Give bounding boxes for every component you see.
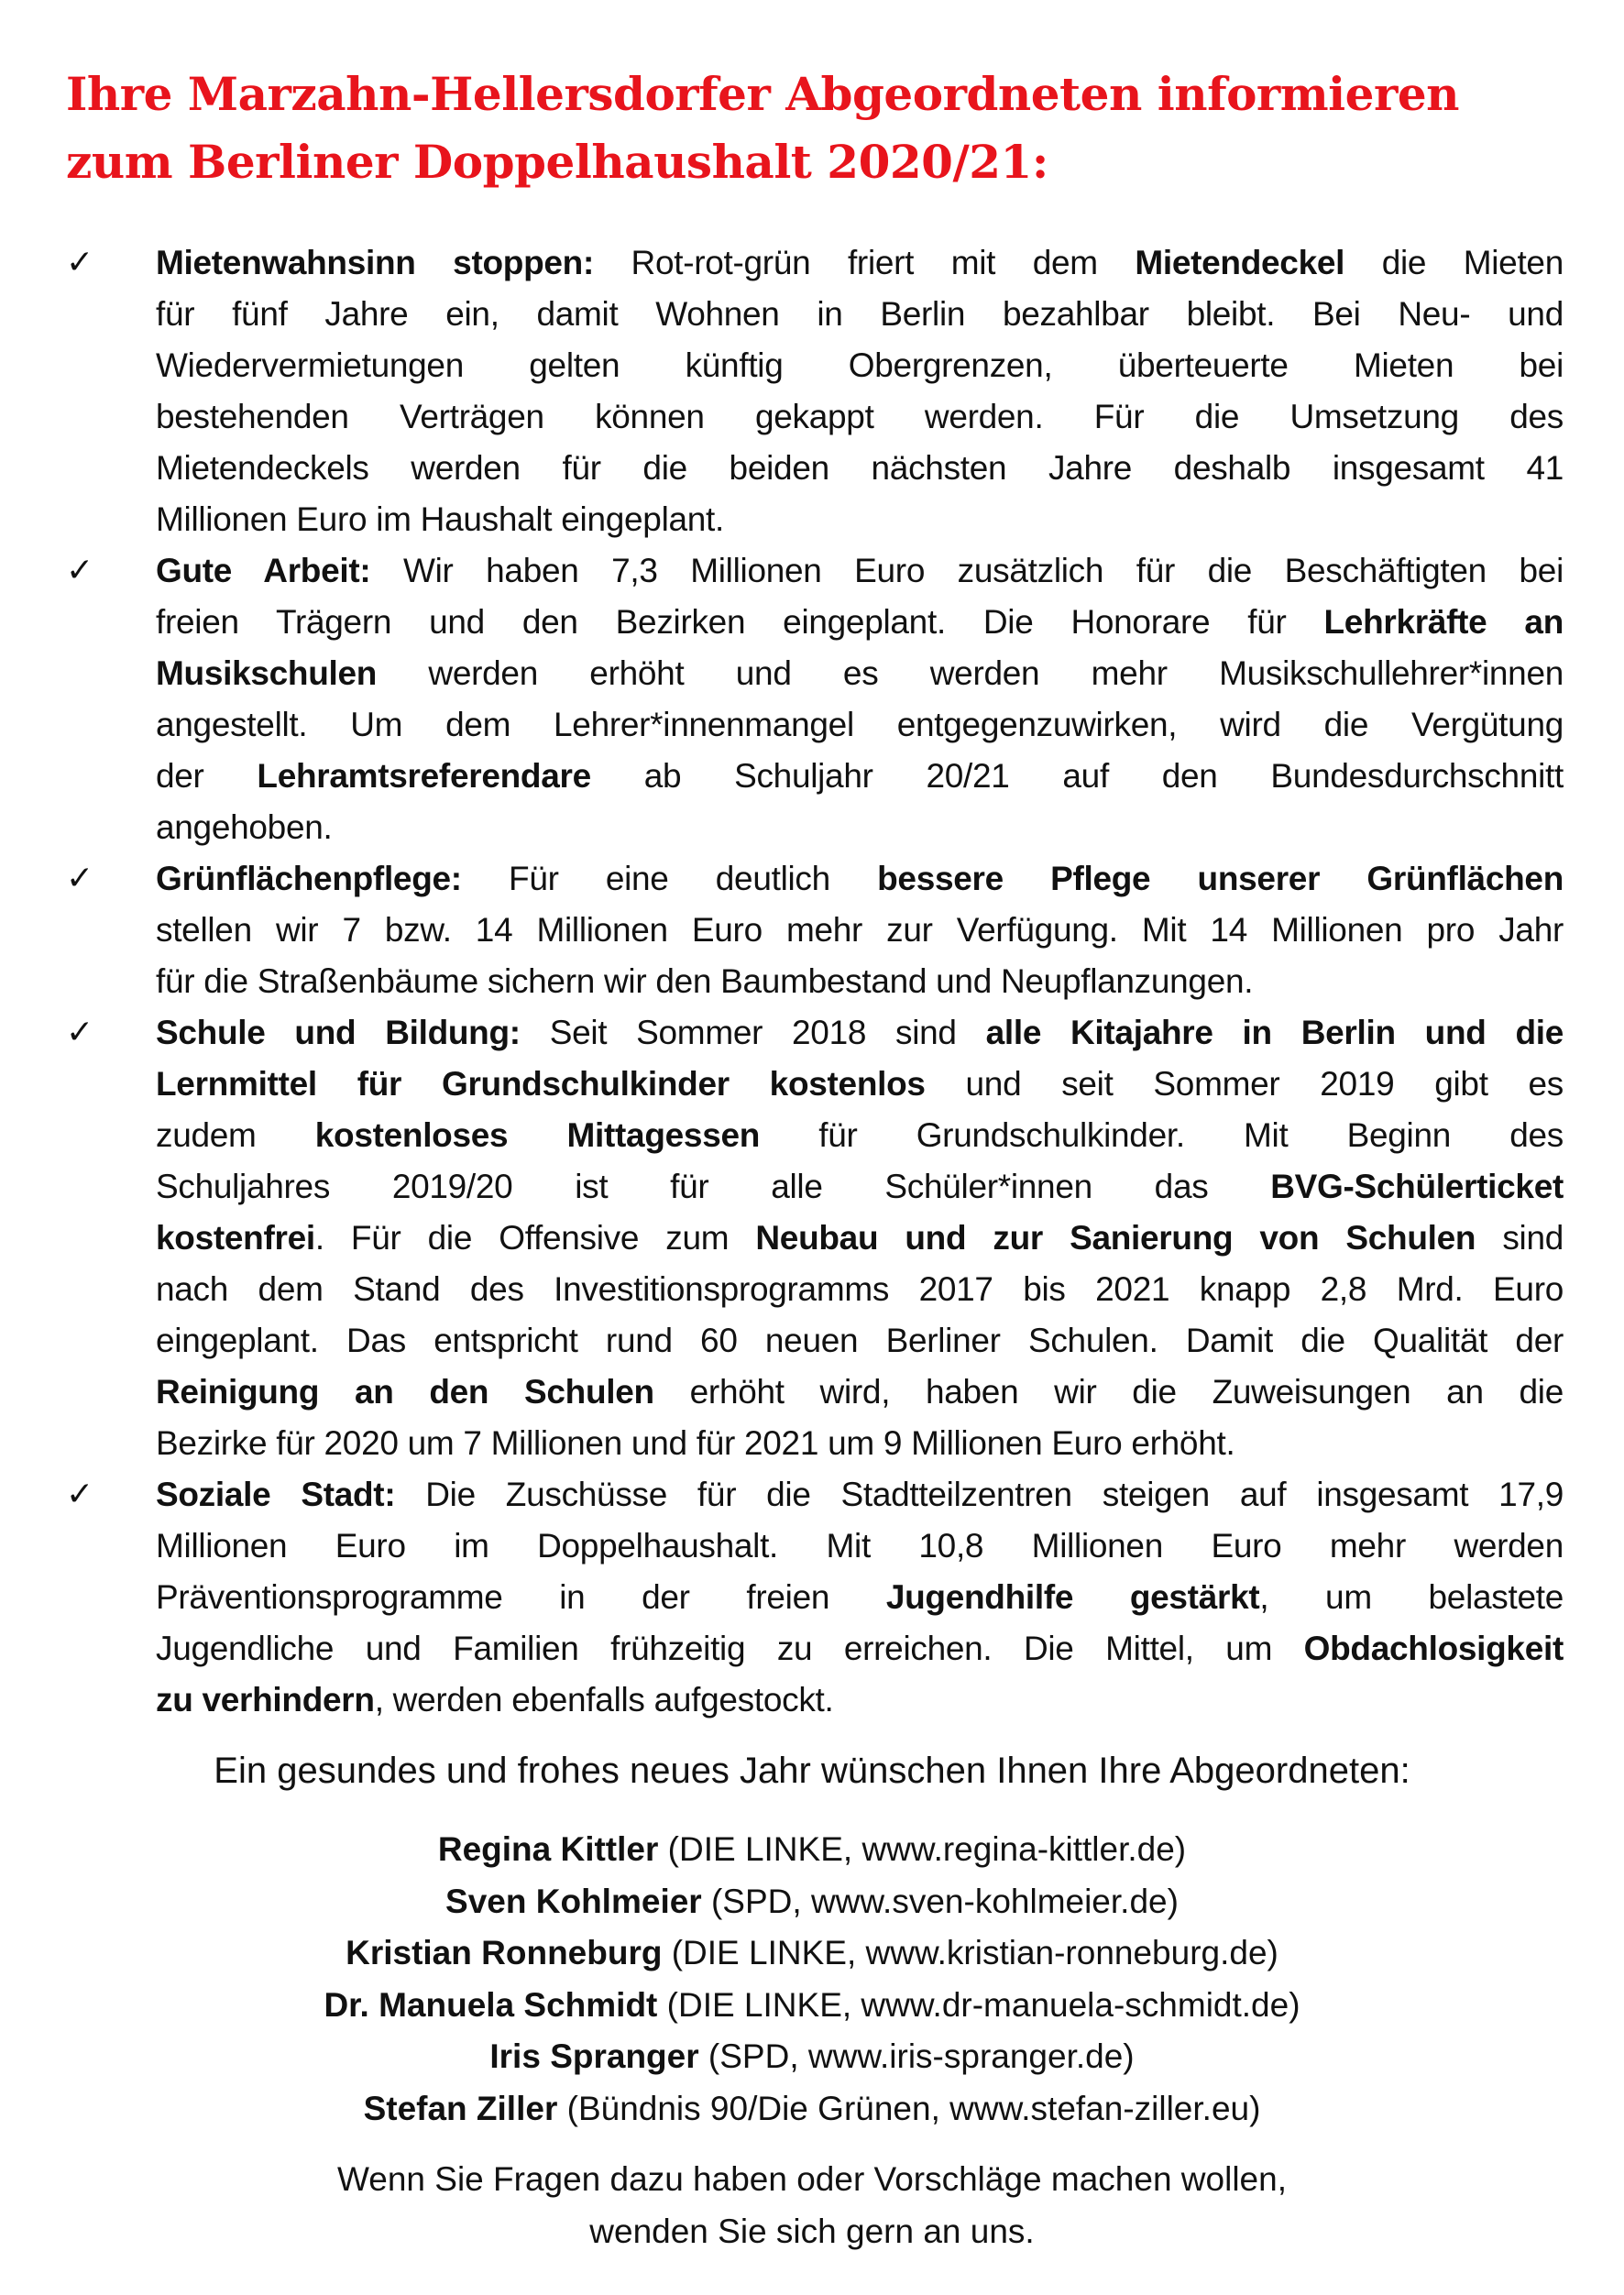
text: stellen wir 7 bzw. 14 Millionen Euro mehr zur Verfügung. Mit 14 Millionen pro Jahr <box>156 911 1564 949</box>
bullet-text-line <box>156 1521 1564 1572</box>
bullet-text-line <box>156 545 1564 597</box>
bold-text: Soziale Stadt: <box>156 1476 396 1513</box>
text: für Grundschulkinder. Mit Beginn des <box>760 1116 1564 1154</box>
checkmark-icon: ✓ <box>66 860 94 897</box>
bullet-text-line <box>156 751 1564 802</box>
bullet-list <box>0 237 1624 1726</box>
bullet-text-line <box>156 391 1564 443</box>
bold-text: Obdachlosigkeit <box>1303 1630 1564 1667</box>
representative <box>0 2083 1624 2136</box>
text: Bezirke für 2020 um 7 Millionen und für 2021 um 9 Millionen Euro erhöht. <box>156 1424 1235 1462</box>
text: Schuljahres 2019/20 ist für alle Schüler*innen das <box>156 1168 1271 1205</box>
bullet-text-line <box>156 340 1564 391</box>
bullet-text-line <box>156 648 1564 699</box>
text: Millionen Euro im Haushalt eingeplant. <box>156 500 725 538</box>
representative-name: Sven Kohlmeier <box>445 1882 702 1920</box>
representative-details: (DIE LINKE, www.regina-kittler.de) <box>658 1830 1187 1868</box>
bold-text: Grünflächenpflege: <box>156 860 462 897</box>
representative <box>0 1876 1624 1928</box>
bullet-text-line <box>156 1213 1564 1264</box>
bold-text: Musikschulen <box>156 654 378 692</box>
bullet-text-line <box>156 1418 1564 1469</box>
page-title <box>66 60 1606 196</box>
bullet-item <box>0 1469 1624 1726</box>
bold-text: Mietenwahnsinn stoppen: <box>156 244 594 281</box>
closing-note <box>0 2153 1624 2257</box>
bold-text: Reinigung an den Schulen <box>156 1373 654 1411</box>
text: Präventionsprogramme in der freien <box>156 1578 886 1616</box>
bold-text: Lernmittel für Grundschulkinder kostenlos <box>156 1065 926 1103</box>
bullet-text-line <box>156 597 1564 648</box>
bullet-item <box>0 545 1624 853</box>
bullet-item <box>0 237 1624 545</box>
bold-text: bessere Pflege unserer Grünflächen <box>877 860 1564 897</box>
checkmark-icon: ✓ <box>66 1014 94 1051</box>
bullet-text-line <box>156 1469 1564 1521</box>
text: Die Zuschüsse für die Stadtteilzentren steigen auf insgesamt 17,9 <box>395 1476 1564 1513</box>
representatives-list <box>0 1824 1624 2135</box>
checkmark-icon: ✓ <box>66 552 94 589</box>
text: sind <box>1476 1219 1564 1257</box>
bullet-item <box>0 853 1624 1007</box>
bullet-text-line <box>156 699 1564 751</box>
bullet-text-line <box>156 1007 1564 1059</box>
representative <box>0 1824 1624 1876</box>
bullet-text-line <box>156 1059 1564 1110</box>
text: nach dem Stand des Investitionsprogramms 2017 bis 2021 knapp 2,8 Mrd. Euro <box>156 1270 1564 1308</box>
bullet-text-line <box>156 1110 1564 1161</box>
bullet-text-line <box>156 1572 1564 1623</box>
closing-line-1: Wenn Sie Fragen dazu haben oder Vorschläge machen wollen, <box>337 2160 1287 2198</box>
text: ab Schuljahr 20/21 auf den Bundesdurchschnitt <box>590 757 1564 795</box>
text: Jugendliche und Familien frühzeitig zu erreichen. Die Mittel, um <box>156 1630 1304 1667</box>
text: Wiedervermietungen gelten künftig Obergrenzen, überteuerte Mieten bei <box>156 346 1564 384</box>
text: für fünf Jahre ein, damit Wohnen in Berlin bezahlbar bleibt. Bei Neu- und <box>156 295 1564 333</box>
text: , um belastete <box>1259 1578 1564 1616</box>
text: erhöht wird, haben wir die Zuweisungen an die <box>653 1373 1564 1411</box>
text: freien Trägern und den Bezirken eingeplant. Die Honorare für <box>156 603 1324 641</box>
representative-name: Kristian Ronneburg <box>346 1934 663 1971</box>
greeting: Ein gesundes und frohes neues Jahr wünschen Ihnen Ihre Abgeordneten: <box>214 1751 1410 1791</box>
text: für die Straßenbäume sichern wir den Baumbestand und Neupflanzungen. <box>156 962 1254 1000</box>
text: , werden ebenfalls aufgestockt. <box>374 1681 834 1719</box>
bullet-text-line <box>156 1315 1564 1367</box>
representative-details: (SPD, www.sven-kohlmeier.de) <box>701 1882 1179 1920</box>
bullet-text-line <box>156 1161 1564 1213</box>
representative <box>0 2031 1624 2083</box>
text: Seit Sommer 2018 sind <box>520 1014 986 1051</box>
bold-text: Neubau und zur Sanierung von Schulen <box>755 1219 1476 1257</box>
text: angehoben. <box>156 808 333 846</box>
representative-details: (Bündnis 90/Die Grünen, www.stefan-ziller.eu) <box>557 2089 1261 2127</box>
representative-details: (DIE LINKE, www.kristian-ronneburg.de) <box>662 1934 1278 1971</box>
text: und seit Sommer 2019 gibt es <box>925 1065 1564 1103</box>
text: werden erhöht und es werden mehr Musikschullehrer*innen <box>377 654 1564 692</box>
text: Wir haben 7,3 Millionen Euro zusätzlich für die Beschäftigten bei <box>370 552 1564 589</box>
bullet-item <box>0 1007 1624 1469</box>
bullet-text-line <box>156 289 1564 340</box>
bold-text: kostenloses Mittagessen <box>314 1116 761 1154</box>
bold-text: Jugendhilfe gestärkt <box>885 1578 1260 1616</box>
bullet-text-line <box>156 237 1564 289</box>
bullet-text-line <box>156 494 1564 545</box>
representative-name: Stefan Ziller <box>363 2089 558 2127</box>
text: angestellt. Um dem Lehrer*innenmangel entgegenzuwirken, wird die Vergütung <box>156 706 1564 743</box>
bold-text: BVG-Schülerticket <box>1270 1168 1564 1205</box>
representative-name: Dr. Manuela Schmidt <box>324 1985 658 2024</box>
representative <box>0 1980 1624 2032</box>
text: die Mieten <box>1344 244 1564 281</box>
bullet-text-line <box>156 1675 1564 1726</box>
text: der <box>156 757 258 795</box>
bold-text: Lehramtsreferendare <box>257 757 591 795</box>
representative-details: (DIE LINKE, www.dr-manuela-schmidt.de) <box>657 1985 1300 2024</box>
text: Für eine deutlich <box>461 860 878 897</box>
checkmark-icon: ✓ <box>66 244 94 281</box>
bold-text: Mietendeckel <box>1135 244 1345 281</box>
text: Millionen Euro im Doppelhaushalt. Mit 10,8 Millionen Euro mehr werden <box>156 1527 1564 1565</box>
bold-text: alle Kitajahre in Berlin und die <box>985 1014 1564 1051</box>
title-line-2: zum Berliner Doppelhaushalt 2020/21: <box>66 135 1048 189</box>
text: bestehenden Verträgen können gekappt werden. Für die Umsetzung des <box>156 398 1564 435</box>
checkmark-icon: ✓ <box>66 1476 94 1513</box>
representative-name: Regina Kittler <box>437 1830 659 1868</box>
text: eingeplant. Das entspricht rund 60 neuen Berliner Schulen. Damit die Qualität der <box>156 1322 1564 1359</box>
representative <box>0 1927 1624 1980</box>
bold-text: zu verhindern <box>156 1681 375 1719</box>
bold-text: Lehrkräfte an <box>1323 603 1564 641</box>
text: zudem <box>156 1116 315 1154</box>
bullet-text-line <box>156 443 1564 494</box>
bullet-text-line <box>156 1264 1564 1315</box>
representative-name: Iris Spranger <box>489 2037 699 2075</box>
text: Mietendeckels werden für die beiden nächsten Jahre deshalb insgesamt 41 <box>156 449 1564 487</box>
title-line-1: Ihre Marzahn-Hellersdorfer Abgeordneten informieren <box>66 67 1459 121</box>
bold-text: kostenfrei <box>156 1219 315 1257</box>
closing-line-2: wenden Sie sich gern an uns. <box>589 2213 1035 2250</box>
representative-details: (SPD, www.iris-spranger.de) <box>698 2037 1135 2075</box>
bullet-text-line <box>156 802 1564 853</box>
bold-text: Gute Arbeit: <box>156 552 371 589</box>
bullet-text-line <box>156 853 1564 905</box>
bullet-text-line <box>156 905 1564 956</box>
text: . Für die Offensive zum <box>314 1219 756 1257</box>
bullet-text-line <box>156 1623 1564 1675</box>
bold-text: Schule und Bildung: <box>156 1014 521 1051</box>
bullet-text-line <box>156 1367 1564 1418</box>
bullet-text-line <box>156 956 1564 1007</box>
text: Rot-rot-grün friert mit dem <box>593 244 1136 281</box>
